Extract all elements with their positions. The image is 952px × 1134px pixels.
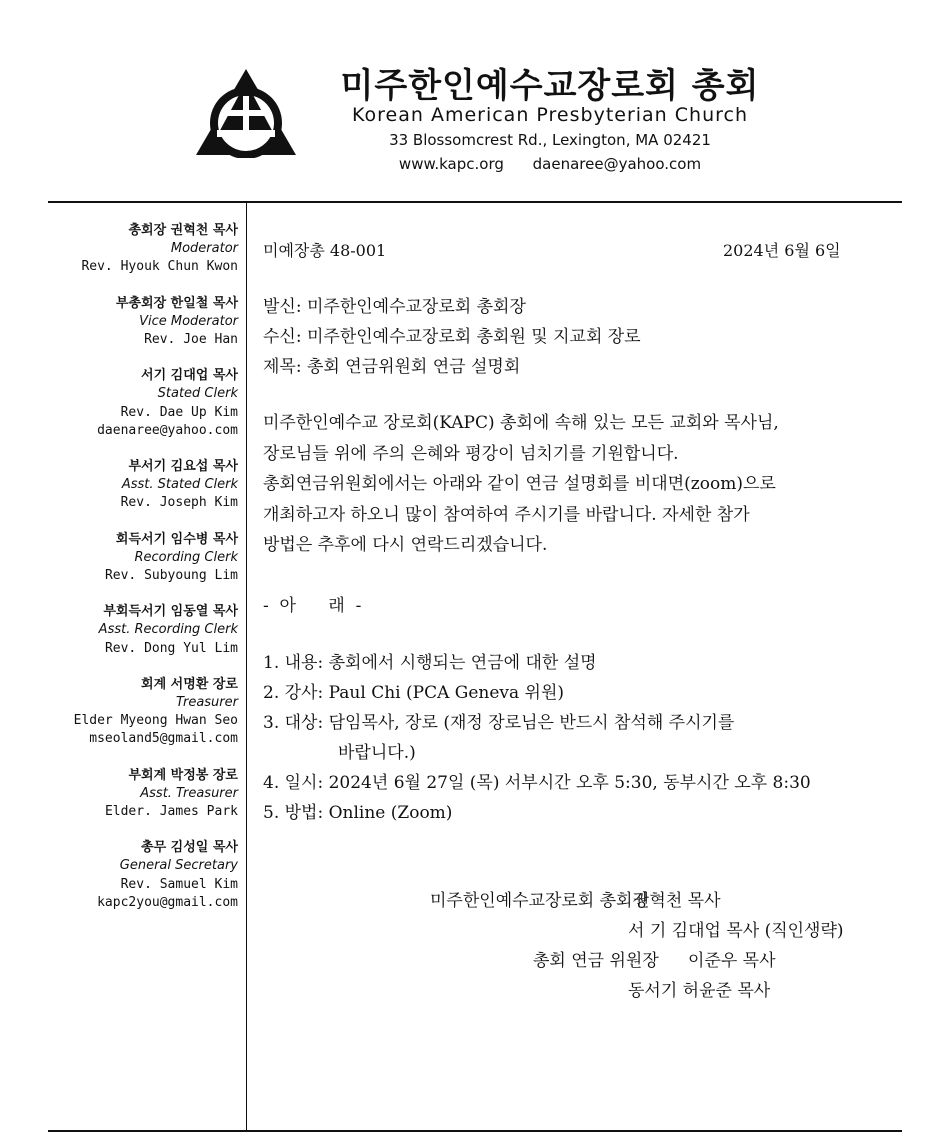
officer-name: Rev. Joseph Kim xyxy=(120,495,238,511)
officer-role-ko: 부회계 박정봉 장로 xyxy=(128,767,238,783)
signer-line xyxy=(263,916,893,946)
officer-name: Rev. Dong Yul Lim xyxy=(104,640,238,656)
paragraph-line: 미주한인예수교 장로회(KAPC) 총회에 속해 있는 모든 교회와 목사님, xyxy=(263,413,779,433)
officer-vice-moderator xyxy=(40,295,238,350)
paragraph-line: 장로님들 위에 주의 은혜와 평강이 넘치기를 기원합니다. xyxy=(263,443,679,464)
header-divider xyxy=(48,201,902,203)
officer-email[interactable]: kapc2you@gmail.com xyxy=(97,894,238,910)
section-heading: - 아 래 - xyxy=(263,596,362,616)
officer-name: Rev. Hyouk Chun Kwon xyxy=(81,259,238,275)
officer-role-en: Vice Moderator xyxy=(139,313,238,329)
officer-general-secretary xyxy=(40,839,238,912)
officer-role-en: General Secretary xyxy=(119,858,238,874)
signature-block xyxy=(263,886,893,1006)
list-item: 5. 방법: Online (Zoom) xyxy=(263,803,453,823)
document-number: 미예장총 48-001 xyxy=(263,241,387,260)
sidebar-divider xyxy=(246,202,247,1132)
officer-role-en: Recording Clerk xyxy=(134,549,238,565)
list-item: 1. 내용: 총회에서 시행되는 연금에 대한 설명 xyxy=(263,653,597,673)
email-link[interactable]: daenaree@yahoo.com xyxy=(532,155,702,173)
officer-name: Rev. Joe Han xyxy=(144,332,238,348)
officer-name: Rev. Subyoung Lim xyxy=(104,568,238,584)
officer-role-ko: 총무 김성일 목사 xyxy=(141,840,238,856)
officer-email[interactable]: daenaree@yahoo.com xyxy=(97,422,238,438)
signer-name: 서 기 김대업 목사 (직인생략) xyxy=(628,921,844,941)
officer-name: Rev. Dae Up Kim xyxy=(120,404,238,420)
church-address: 33 Blossomcrest Rd., Lexington, MA 02421 xyxy=(389,131,711,149)
officer-name: Elder Myeong Hwan Seo xyxy=(73,713,238,729)
officer-role-ko: 부총회장 한일철 목사 xyxy=(115,295,238,311)
signer-line xyxy=(263,946,893,976)
church-title-english: Korean American Presbyterian Church xyxy=(352,104,748,126)
list-item: 3. 대상: 담임목사, 장로 (재정 장로님은 반드시 참석해 주시기를 xyxy=(263,713,735,733)
signer-line xyxy=(263,976,893,1006)
document-date: 2024년 6월 6일 xyxy=(723,241,841,260)
officer-email[interactable]: mseoland5@gmail.com xyxy=(89,731,238,747)
officer-role-ko: 부회득서기 임동열 목사 xyxy=(103,604,238,620)
officer-name: Elder. James Park xyxy=(104,804,238,820)
signer-org: 총회 연금 위원장 xyxy=(533,951,659,971)
letter-subject: 제목: 총회 연금위원회 연금 설명회 xyxy=(263,357,521,377)
officer-asst-treasurer xyxy=(40,767,238,822)
signer-line xyxy=(263,886,893,916)
officer-sidebar xyxy=(40,222,238,930)
officer-role-en: Asst. Recording Clerk xyxy=(98,622,238,638)
officer-asst-stated-clerk xyxy=(40,458,238,513)
list-item: 2. 강사: Paul Chi (PCA Geneva 위원) xyxy=(263,683,565,703)
signer-org: 미주한인예수교장로회 총회장 xyxy=(430,891,649,911)
officer-role-en: Treasurer xyxy=(176,695,238,711)
officer-role-ko: 총회장 권혁천 목사 xyxy=(128,223,238,238)
letter-recipient: 수신: 미주한인예수교장로회 총회원 및 지교회 장로 xyxy=(263,327,641,347)
officer-role-en: Asst. Treasurer xyxy=(140,785,238,801)
paragraph-line: 방법은 추후에 다시 연락드리겠습니다. xyxy=(263,535,548,555)
officer-moderator xyxy=(40,222,238,277)
footer-divider xyxy=(48,1130,902,1132)
signer-name: 권혁천 목사 xyxy=(633,891,721,911)
letter-sender: 발신: 미주한인예수교장로회 총회장 xyxy=(263,297,526,317)
officer-role-en: Moderator xyxy=(170,241,238,257)
officer-role-ko: 부서기 김요섭 목사 xyxy=(128,459,238,475)
paragraph-line: 개최하고자 하오니 많이 참여하여 주시기를 바랍니다. 자세한 참가 xyxy=(263,504,750,525)
website-link[interactable]: www.kapc.org xyxy=(398,155,504,173)
church-contact xyxy=(300,155,800,173)
officer-asst-recording-clerk xyxy=(40,603,238,658)
officer-role-ko: 회계 서명환 장로 xyxy=(141,676,238,692)
officer-role-en: Stated Clerk xyxy=(157,386,238,402)
officer-name: Rev. Samuel Kim xyxy=(120,876,238,892)
list-item: 4. 일시: 2024년 6월 27일 (목) 서부시간 오후 5:30, 동부시간 오후 8:30 xyxy=(263,773,811,793)
signer-name: 동서기 허윤준 목사 xyxy=(628,981,771,1001)
signer-name: 이준우 목사 xyxy=(688,951,776,971)
officer-treasurer xyxy=(40,676,238,749)
letter-paragraph xyxy=(263,408,883,561)
officer-stated-clerk xyxy=(40,367,238,440)
officer-recording-clerk xyxy=(40,531,238,586)
list-item-continuation: 바랍니다.) xyxy=(338,743,416,763)
church-logo xyxy=(193,66,299,158)
details-list xyxy=(263,648,903,828)
church-title-korean: 미주한인예수교장로회 총회 xyxy=(340,66,760,106)
officer-role-ko: 회득서기 임수병 목사 xyxy=(115,531,238,547)
paragraph-line: 총회연금위원회에서는 아래와 같이 연금 설명회를 비대면(zoom)으로 xyxy=(263,474,776,494)
officer-role-ko: 서기 김대업 목사 xyxy=(141,368,238,384)
officer-role-en: Asst. Stated Clerk xyxy=(121,477,238,493)
